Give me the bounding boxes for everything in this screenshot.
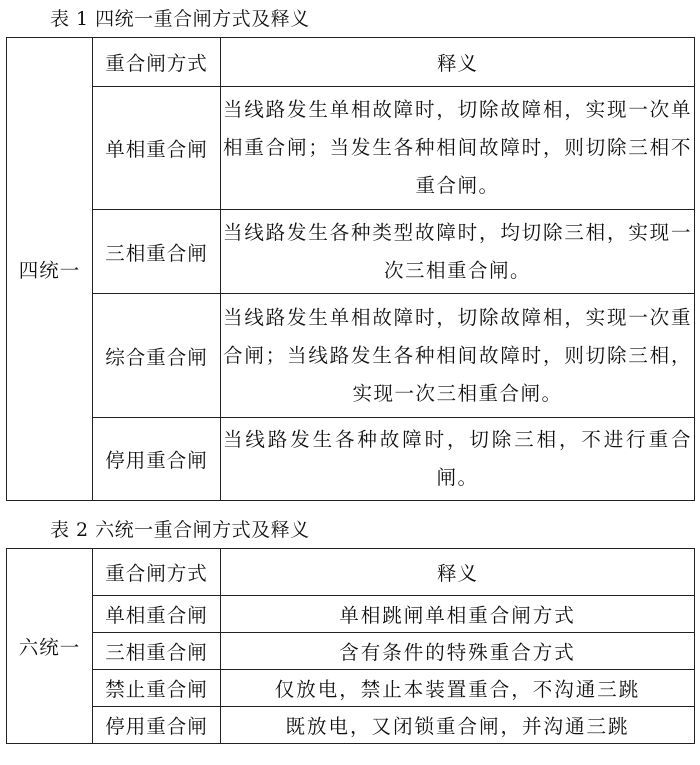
table-row (7, 633, 695, 670)
table-row (7, 87, 695, 210)
table-row (7, 707, 695, 744)
table-row (7, 418, 695, 501)
table-row (7, 210, 695, 294)
table2-six-unified-reclosing (6, 548, 695, 744)
table2-mode-cell: 单相重合闸 (93, 596, 221, 633)
table2-meaning-cell: 仅放电，禁止本装置重合，不沟通三跳 (221, 670, 695, 707)
table1-meaning-cell: 当线路发生各种故障时，切除三相，不进行重合闸。 (221, 418, 695, 501)
table2-meaning-cell: 既放电，又闭锁重合闸，并沟通三跳 (221, 707, 695, 744)
table-row (7, 596, 695, 633)
table1-header-meaning: 释义 (221, 38, 695, 87)
table-row (7, 294, 695, 418)
table1-group-cell: 四统一 (7, 38, 93, 501)
table1-mode-cell: 单相重合闸 (93, 87, 221, 210)
table1-meaning-cell: 当线路发生单相故障时，切除故障相，实现一次重合闸；当线路发生各种相间故障时，则切除三相，实现一次三相重合闸。 (221, 294, 695, 418)
table1-four-unified-reclosing (6, 37, 695, 501)
table1-header-row (7, 38, 695, 87)
table1-header-mode: 重合闸方式 (93, 38, 221, 87)
table1-meaning-cell: 当线路发生单相故障时，切除故障相，实现一次单相重合闸；当发生各种相间故障时，则切除三相不重合闸。 (221, 87, 695, 210)
table2-group-cell: 六统一 (7, 549, 93, 744)
table1-mode-cell: 停用重合闸 (93, 418, 221, 501)
table-row (7, 670, 695, 707)
table1-mode-cell: 三相重合闸 (93, 210, 221, 294)
table1-caption: 表 1 四统一重合闸方式及释义 (50, 8, 310, 30)
table2-mode-cell: 三相重合闸 (93, 633, 221, 670)
table2-mode-cell: 停用重合闸 (93, 707, 221, 744)
table2-header-meaning: 释义 (221, 549, 695, 596)
table2-header-row (7, 549, 695, 596)
table1-meaning-cell: 当线路发生各种类型故障时，均切除三相，实现一次三相重合闸。 (221, 210, 695, 294)
table1-mode-cell: 综合重合闸 (93, 294, 221, 418)
table2-header-mode: 重合闸方式 (93, 549, 221, 596)
table2-caption: 表 2 六统一重合闸方式及释义 (50, 519, 310, 541)
table2-meaning-cell: 单相跳闸单相重合闸方式 (221, 596, 695, 633)
table2-mode-cell: 禁止重合闸 (93, 670, 221, 707)
table2-meaning-cell: 含有条件的特殊重合方式 (221, 633, 695, 670)
